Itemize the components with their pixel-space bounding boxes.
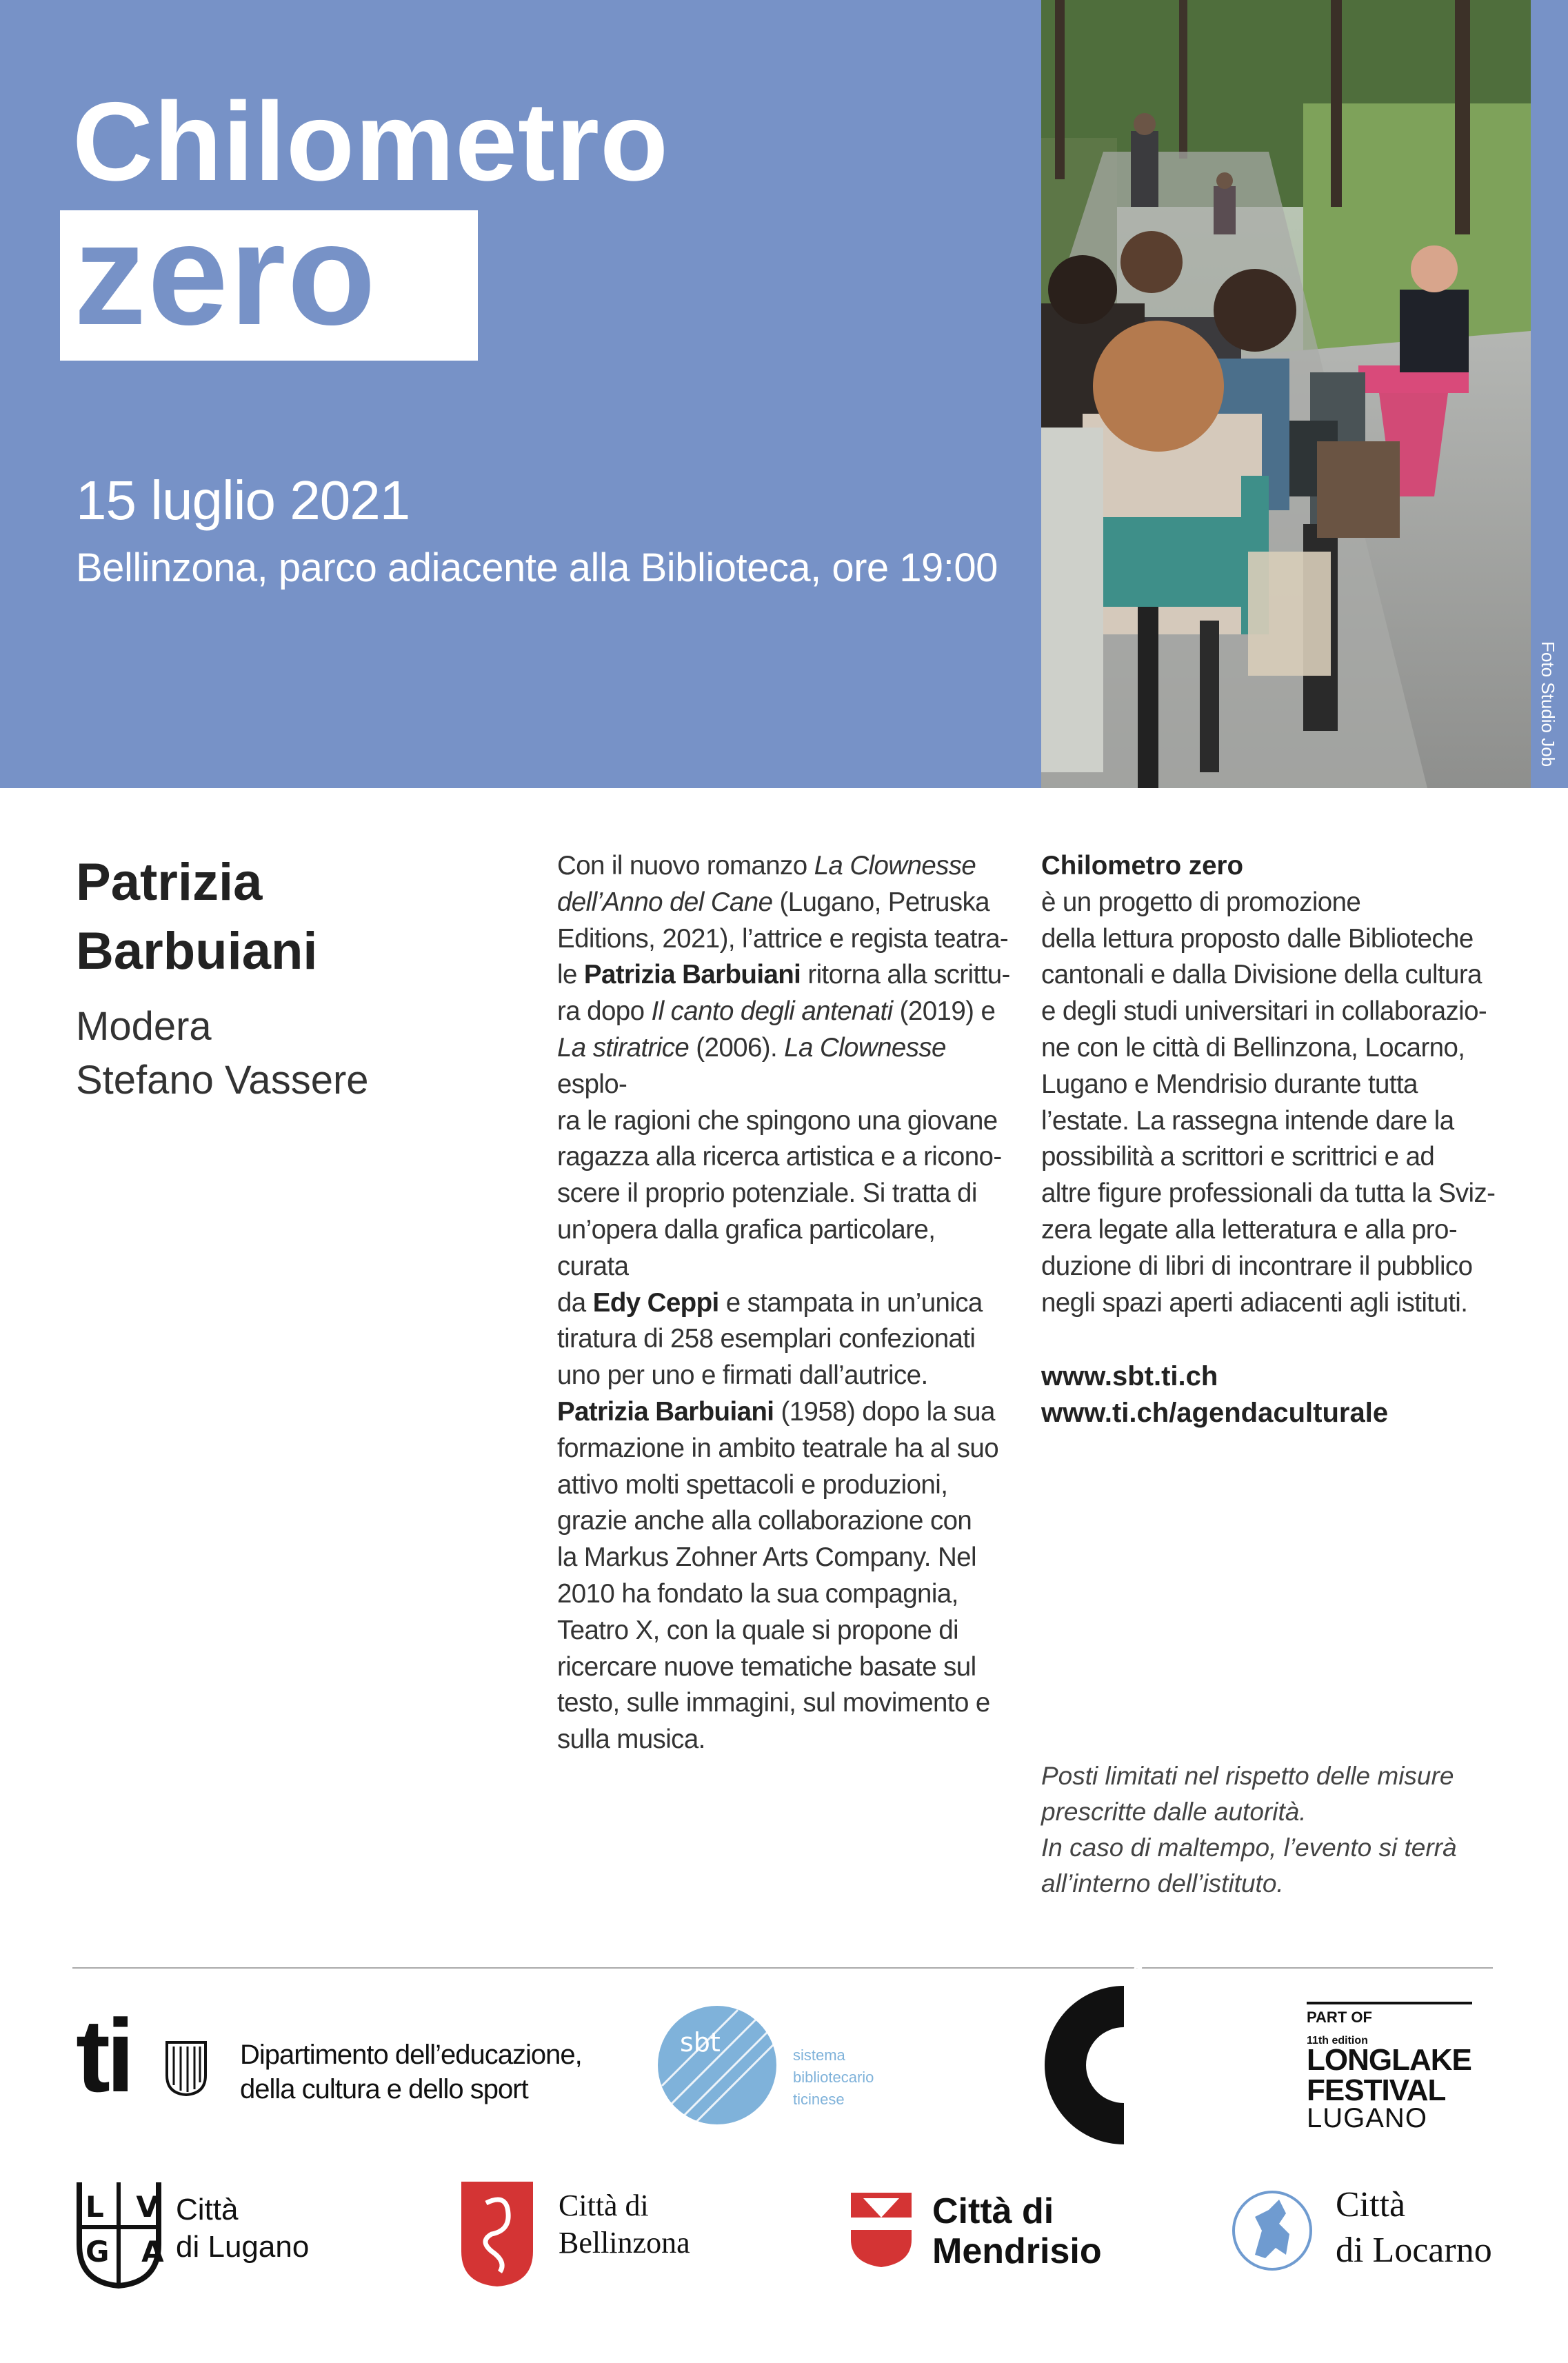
event-venue: Bellinzona, parco adiacente alla Biblioteca, ore 19:00 [76, 545, 998, 590]
cultura-arc-icon [1041, 1929, 1152, 2148]
attendance-notice: Posti limitati nel rispetto delle misure prescritte dalle autorità. In caso di maltempo, l’evento si terrà all’interno dell’istituto. [1041, 1762, 1457, 1898]
description-line: un’opera dalla grafica particolare, curata [557, 1214, 936, 1281]
moderator-label: Modera [76, 1004, 212, 1049]
ti-shield-icon [165, 2041, 207, 2096]
links [1041, 1358, 1388, 1431]
description-line: Editions, 2021), l’attrice e regista teatra- [557, 923, 1009, 954]
ti-mark: ti [76, 1998, 131, 2113]
footer-divider [72, 1967, 1493, 1969]
description-line: tiratura di 258 esemplari confezionati [557, 1324, 976, 1354]
project-line: possibilità a scrittori e scrittrici e ad [1041, 1142, 1435, 1172]
project-line: l’estate. La rassegna intende dare la [1041, 1105, 1454, 1136]
description-line: ragazza alla ricerca artistica e a ricono- [557, 1142, 1002, 1172]
sbt-mark: sbt [680, 2027, 721, 2058]
description-line: sulla musica. [557, 1725, 705, 1755]
svg-text:G A: G A [86, 2235, 175, 2269]
project-line: cantonali e dalla Divisione della cultura [1041, 960, 1482, 990]
lugano-logo: L V G A Città di Lugano [76, 2179, 324, 2289]
description-line: ra dopo Il canto degli antenati (2019) e [557, 996, 996, 1027]
description-line: scere il proprio potenziale. Si tratta di [557, 1178, 977, 1209]
project-heading: Chilometro zero [1041, 851, 1244, 881]
longlake-festival-logo: PART OF 11th edition LONGLAKE FESTIVAL LUGANO [1307, 2002, 1476, 2133]
title-zero-box [60, 193, 478, 361]
description-line: formazione in ambito teatrale ha al suo [557, 1433, 999, 1463]
description-line: da Edy Ceppi e stampata in un’unica [557, 1287, 983, 1318]
author-last-name: Barbuiani [76, 922, 318, 981]
project-line: ne con le città di Bellinzona, Locarno, [1041, 1032, 1465, 1063]
link-sbt[interactable]: www.sbt.ti.ch [1041, 1361, 1218, 1391]
event-photo [1041, 0, 1531, 788]
lugano-crest-icon [76, 2179, 175, 2289]
author-first-name: Patrizia [76, 853, 263, 912]
event-title: Chilometro [72, 79, 670, 204]
project-line: altre figure professionali da tutta la Sviz- [1041, 1178, 1496, 1209]
description-line: Teatro X, con la quale si propone di [557, 1615, 958, 1645]
project-line: zera legate alla letteratura e alla pro- [1041, 1214, 1458, 1245]
event-date: 15 luglio 2021 [76, 470, 410, 531]
svg-text:L V: L V [86, 2190, 170, 2224]
ti-logo: ti Dipartimento dell’educazione, della cultura e dello sport [76, 2024, 586, 2106]
author-name [76, 848, 318, 986]
sbt-logo: sbt sistema bibliotecario ticinese [655, 2003, 903, 2127]
project-line: negli spazi aperti adiacenti agli istituti. [1041, 1287, 1468, 1318]
bellinzona-shield-icon [459, 2179, 536, 2289]
description-line: attivo molti spettacoli e produzioni, [557, 1469, 948, 1500]
book-description [557, 848, 1012, 1758]
project-line: Lugano e Mendrisio durante tutta [1041, 1069, 1418, 1099]
svg-text:cultura in movimento: cultura in movimento [1106, 1929, 1152, 2096]
description-line: La stiratrice (2006). La Clownesse esplo- [557, 1032, 946, 1099]
description-line: ra le ragioni che spingono una giovane [557, 1105, 998, 1136]
photo-credit: Foto Studio Job [1538, 641, 1558, 767]
project-line: e degli studi universitari in collaborazio- [1041, 996, 1487, 1027]
mendrisio-shield-icon [850, 2191, 913, 2269]
mendrisio-logo: Città di Mendrisio [850, 2191, 1125, 2281]
description-line: Con il nuovo romanzo La Clownesse [557, 851, 976, 881]
project-line: duzione di libri di incontrare il pubblico [1041, 1251, 1473, 1281]
description-line: Patrizia Barbuiani (1958) dopo la sua [557, 1396, 995, 1427]
description-line: testo, sulle immagini, sul movimento e [557, 1688, 990, 1718]
description-line: grazie anche alla collaborazione con [557, 1506, 972, 1536]
project-text [1041, 885, 1524, 1322]
description-line: la Markus Zohner Arts Company. Nel [557, 1542, 976, 1573]
event-title-zero: zero [74, 193, 377, 355]
locarno-logo: Città di Locarno [1231, 2182, 1507, 2286]
locarno-lion-icon [1231, 2182, 1314, 2279]
description-line: ricercare nuove tematiche basate sul [557, 1651, 976, 1682]
description-line: le Patrizia Barbuiani ritorna alla scrittu- [557, 960, 1010, 990]
cultura-in-movimento-logo [1041, 1929, 1152, 2148]
description-line: dell’Anno del Cane (Lugano, Petruska [557, 887, 989, 917]
description-line: 2010 ha fondato la sua compagnia, [557, 1578, 958, 1609]
project-line: della lettura proposto dalle Biblioteche [1041, 923, 1474, 954]
description-line: uno per uno e firmati dall’autrice. [557, 1360, 928, 1391]
moderator-name: Stefano Vassere [76, 1058, 369, 1103]
moderator [76, 1000, 369, 1107]
sbt-circle-icon [655, 2003, 779, 2127]
bellinzona-logo: Città di Bellinzona [459, 2179, 734, 2289]
project-info [1041, 848, 1524, 1321]
project-line: è un progetto di promozione [1041, 887, 1361, 917]
link-agenda[interactable]: www.ti.ch/agendaculturale [1041, 1398, 1389, 1428]
